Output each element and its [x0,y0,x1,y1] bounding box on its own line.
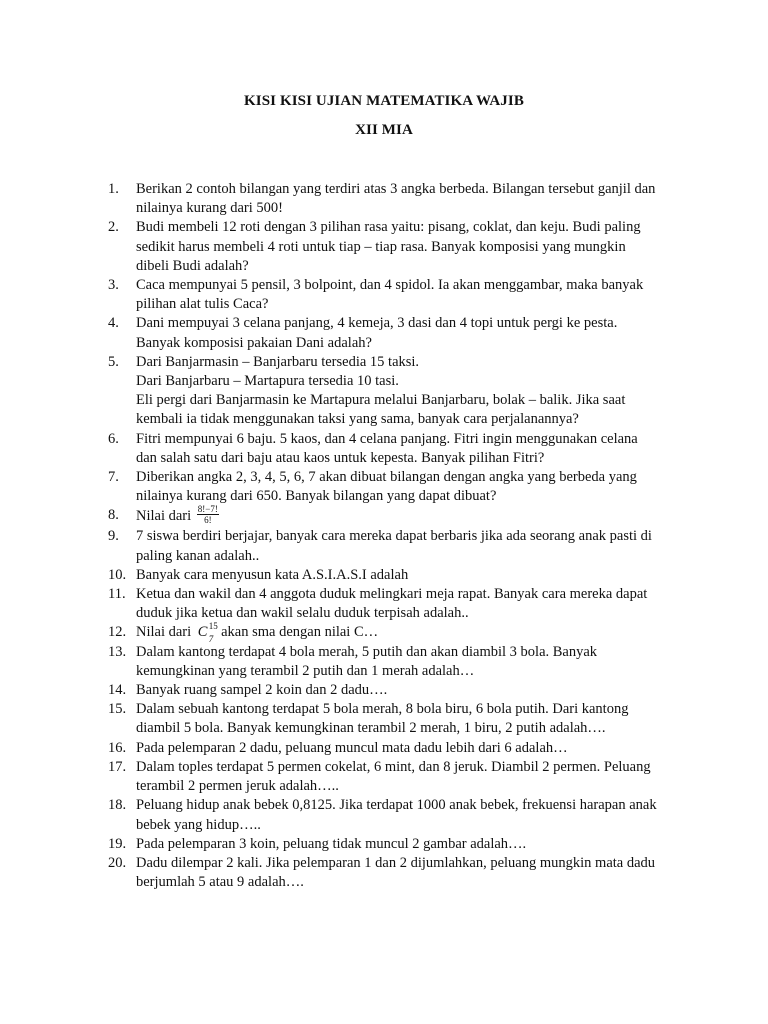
question-text: Berikan 2 contoh bilangan yang terdiri atas 3 angka berbeda. Bilangan tersebut ganjil dan [136,181,656,197]
question-text: Budi membeli 12 roti dengan 3 pilihan rasa yaitu: pisang, coklat, dan keju. Budi paling [136,219,641,236]
question-text: Eli pergi dari Banjarmasin ke Martapura melalui Banjarbaru, bolak – balik. Jika saat [136,392,626,409]
question-text: Caca mempunyai 5 pensil, 3 bolpoint, dan 4 spidol. Ia akan menggambar, maka banyak [136,277,644,294]
question-text: dan salah satu dari baju atau kaos untuk kepesta. Banyak pilihan Fitri? [136,449,545,466]
question-item [108,681,688,700]
question-text: Dari Banjarbaru – Martapura tersedia 10 tasi. [136,373,399,390]
question-item [108,854,688,892]
question-number: 1. [108,181,119,197]
question-line [136,796,688,815]
question-line [136,353,688,372]
question-line [136,257,688,276]
question-number: 20. [108,854,127,871]
question-line [136,218,688,237]
question-number: 15. [108,701,127,718]
question-text: Pada pelemparan 2 dadu, peluang muncul mata dadu lebih dari 6 adalah… [136,739,568,756]
question-number: 13. [108,643,127,660]
question-text: dibeli Budi adalah? [136,257,249,274]
question-line [136,643,688,662]
question-text: duduk jika ketua dan wakil selalu duduk terpisah adalah.. [136,605,469,622]
question-text: Diberikan angka 2, 3, 4, 5, 6, 7 akan dibuat bilangan dengan angka yang berbeda yang [136,469,637,486]
question-line [136,566,688,585]
question-item [108,506,688,527]
question-line [136,777,688,796]
fraction [197,504,219,525]
question-line [136,585,688,604]
question-item [108,527,688,565]
question-item [108,796,688,834]
question-number: 19. [108,835,127,852]
question-line [136,816,688,835]
question-item [108,621,688,645]
question-text: Dari Banjarmasin – Banjarbaru tersedia 15 taksi. [136,353,420,370]
question-number: 9. [108,528,119,545]
question-line [136,334,688,353]
combination-notation [197,621,218,645]
document-subtitle: XII MIA [355,122,413,138]
question-text: Dalam sebuah kantong terdapat 5 bola merah, 8 bola biru, 6 bola putih. Dari kantong [136,701,629,718]
document-title: KISI KISI UJIAN MATEMATIKA WAJIB [244,93,524,109]
question-text: Banyak cara menyusun kata A.S.I.A.S.I adalah [136,566,409,583]
combination-base: C [197,624,208,641]
question-number: 6. [108,430,119,447]
question-item [108,180,688,218]
question-item [108,430,688,468]
question-line [136,739,688,758]
question-item [108,758,688,796]
question-number: 14. [108,682,127,699]
question-list [108,180,688,892]
question-number: 2. [108,219,119,236]
question-text: berjumlah 5 atau 9 adalah…. [136,874,304,891]
question-number: 8. [108,507,119,524]
combination-subscript: 7 [208,634,214,645]
question-text: Nilai dari [136,624,192,641]
question-text: pilihan alat tulis Caca? [136,296,269,313]
question-text: nilainya kurang dari 650. Banyak bilangan yang dapat dibuat? [136,488,497,505]
question-line [136,295,688,314]
question-number: 17. [108,758,127,775]
question-line [136,621,688,645]
question-item [108,468,688,506]
question-text: kembali ia tidak menggunakan taksi yang sama, banyak cara perjalanannya? [136,411,579,428]
question-text: 7 siswa berdiri berjajar, banyak cara mereka dapat berbaris jika ada seorang anak pasti di [136,528,652,545]
question-line [136,199,688,218]
question-line [136,180,688,199]
question-number: 3. [108,277,119,294]
question-line [136,449,688,468]
question-text: sedikit harus membeli 4 roti untuk tiap – tiap rasa. Banyak komposisi yang mungkin [136,238,626,255]
question-item [108,700,688,738]
question-number: 10. [108,566,127,583]
question-line [136,854,688,873]
question-text: Nilai dari [136,508,192,525]
question-text: Fitri mempunyai 6 baju. 5 kaos, dan 4 celana panjang. Fitri ingin menggunakan celana [136,430,638,447]
question-line [136,547,688,566]
question-line [136,681,688,700]
question-item [108,353,688,430]
question-line [136,700,688,719]
question-number: 16. [108,739,127,756]
question-text: Dani mempuyai 3 celana panjang, 4 kemeja, 3 dasi dan 4 topi untuk pergi ke pesta. [136,315,618,332]
question-number: 18. [108,797,127,814]
fraction-denominator: 6! [204,515,212,526]
question-item [108,314,688,352]
question-line [136,391,688,410]
question-line [136,238,688,257]
question-text: akan sma dengan nilai C… [221,624,379,641]
question-item [108,585,688,623]
question-line [136,719,688,738]
question-item [108,739,688,758]
question-line [136,276,688,295]
question-line [136,758,688,777]
question-text: Dalam toples terdapat 5 permen cokelat, 6 mint, dan 8 jeruk. Diambil 2 permen. Peluang [136,758,651,775]
question-item [108,835,688,854]
question-line [136,835,688,854]
question-line [136,662,688,681]
question-text: Ketua dan wakil dan 4 anggota duduk melingkari meja rapat. Banyak cara mereka dapat [136,586,648,603]
question-line [136,430,688,449]
question-line [136,527,688,546]
question-text: Pada pelemparan 3 koin, peluang tidak muncul 2 gambar adalah…. [136,835,527,852]
question-line [136,314,688,333]
question-number: 7. [108,469,119,486]
question-line [136,873,688,892]
question-number: 12. [108,624,127,641]
question-item [108,566,688,585]
question-text: Dadu dilempar 2 kali. Jika pelemparan 1 dan 2 dijumlahkan, peluang mungkin mata dadu [136,854,656,871]
question-text: Banyak komposisi pakaian Dani adalah? [136,334,372,351]
question-text: bebek yang hidup….. [136,816,261,833]
combination-superscript: 15 [208,621,218,632]
question-line [136,410,688,429]
question-item [108,276,688,314]
question-line [136,468,688,487]
question-text: terambil 2 permen jeruk adalah….. [136,778,339,795]
question-number: 5. [108,353,119,370]
question-line [136,506,688,527]
fraction-numerator: 8!−7! [197,504,218,515]
question-number: 4. [108,315,119,332]
question-line [136,372,688,391]
question-text: nilainya kurang dari 500! [136,200,283,217]
question-number: 11. [108,586,126,603]
question-item [108,643,688,681]
question-text: Dalam kantong terdapat 4 bola merah, 5 putih dan akan diambil 3 bola. Banyak [136,643,598,660]
question-text: diambil 5 bola. Banyak kemungkinan terambil 2 merah, 1 biru, 2 putih adalah…. [136,720,606,737]
question-text: paling kanan adalah.. [136,547,260,564]
question-text: kemungkinan yang terambil 2 putih dan 1 merah adalah… [136,662,475,679]
question-line [136,604,688,623]
question-text: Banyak ruang sampel 2 koin dan 2 dadu…. [136,682,388,699]
question-text: Peluang hidup anak bebek 0,8125. Jika terdapat 1000 anak bebek, frekuensi harapan anak [136,797,657,814]
question-item [108,218,688,276]
